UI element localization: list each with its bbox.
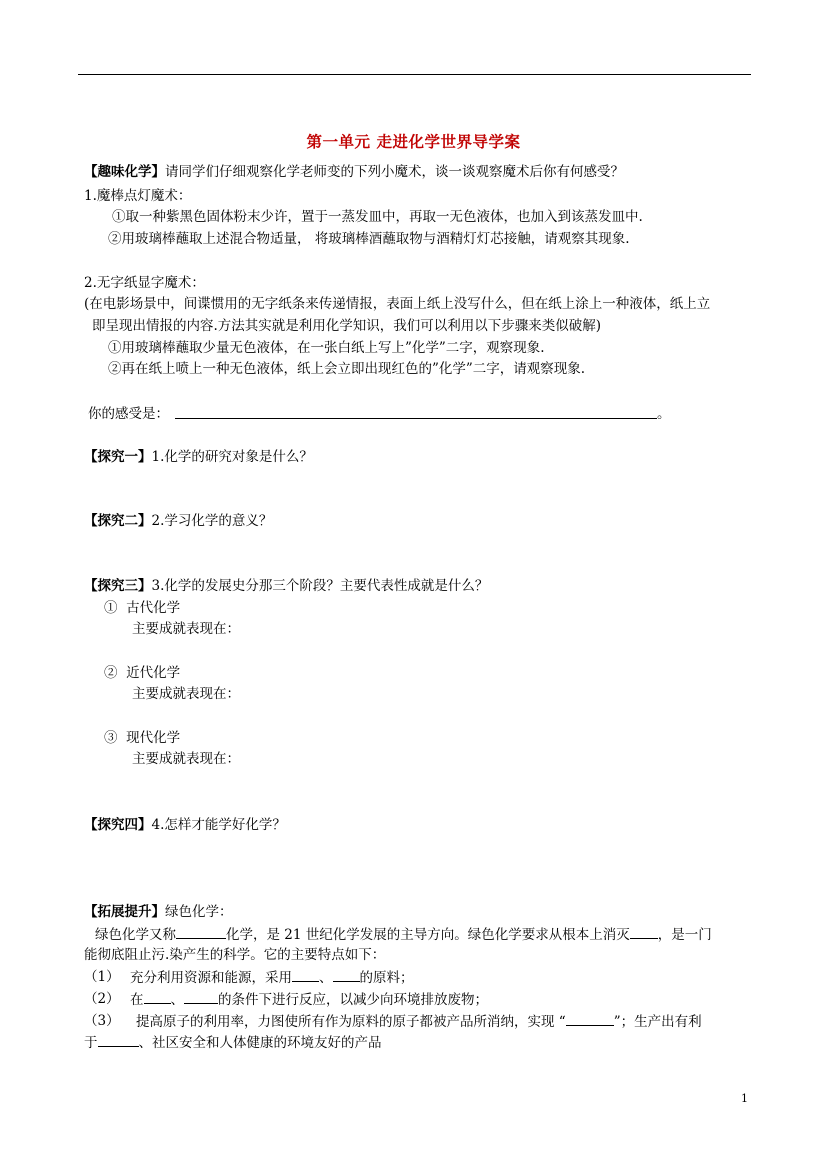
explore1-tag: 【探究一】	[84, 449, 152, 465]
feeling-end: 。	[657, 406, 671, 422]
stage-3-sub: 主要成就表现在：	[132, 751, 240, 767]
blank-raw-2[interactable]	[333, 968, 360, 982]
explore4-text: 4.怎样才能学好化学？	[151, 817, 286, 833]
magic1-step1: ①取一种紫黑色固体粉末少许，置于一蒸发皿中，再取一无色液体，也加入到该蒸发皿中.	[112, 209, 643, 225]
stage-2-mark: ②	[104, 665, 118, 681]
explore2-line	[84, 512, 272, 530]
magic2-desc1: (在电影场景中，间谍惯用的无字纸条来传递情报，表面上纸上没写什么，但在纸上涂上一种液体，纸上立	[84, 296, 711, 312]
magic2-step2: ②再在纸上喷上一种无色液体，纸上会立即出现红色的”化学”二字，请观察现象.	[108, 361, 586, 377]
item-1-b: 、	[319, 970, 333, 986]
magic2-step1: ①用玻璃棒蘸取少量无色液体，在一张白纸上写上”化学”二字，观察现象.	[108, 340, 545, 356]
stage-3-name: 现代化学	[126, 730, 181, 746]
feeling-answer-line[interactable]	[175, 418, 657, 419]
explore3-tag: 【探究三】	[84, 578, 152, 594]
item-2-a: 在	[130, 992, 144, 1008]
item-1	[130, 968, 414, 987]
stage-2-name: 近代化学	[126, 665, 181, 681]
item-3-cont	[84, 1033, 382, 1052]
blank-env-protection[interactable]	[98, 1033, 139, 1047]
explore2-tag: 【探究二】	[84, 513, 152, 529]
blank-raw-1[interactable]	[292, 968, 319, 982]
extend-p1	[95, 925, 712, 944]
extend-p1-c: ，是一门	[657, 927, 712, 943]
magic1-step2: ②用玻璃棒蘸取上述混合物适量， 将玻璃棒酒蘸取物与酒精灯灯芯接触，请观察其现象.	[108, 231, 630, 247]
blank-eliminate[interactable]	[630, 925, 658, 939]
explore4-tag: 【探究四】	[84, 817, 152, 833]
item-4-a: 于	[84, 1035, 98, 1051]
extend-line	[84, 903, 233, 921]
item-2	[130, 990, 488, 1009]
magic2-desc2: 即呈现出情报的内容.方法其实就是利用化学知识，我们可以利用以下步骤来类似破解)	[92, 318, 602, 334]
explore3-line	[84, 577, 488, 595]
explore1-text: 1.化学的研究对象是什么？	[151, 449, 313, 465]
item-4-b: 、社区安全和人体健康的环境友好的产品	[138, 1035, 382, 1051]
stage-1-name-line	[104, 599, 180, 617]
stage-1-sub: 主要成就表现在：	[132, 621, 240, 637]
blank-cond-1[interactable]	[144, 990, 171, 1004]
extend-tag: 【拓展提升】	[84, 904, 165, 920]
item-1-a: 充分利用资源和能源，采用	[130, 970, 292, 986]
stage-3-mark: ③	[104, 730, 118, 746]
feeling-label: 你的感受是：	[88, 406, 169, 422]
blank-green-name[interactable]	[176, 925, 226, 939]
item-3-num: （3）	[84, 1013, 120, 1029]
item-3-a: 提高原子的利用率，力图使所有作为原料的原子都被产品所消纳，实现 “	[136, 1014, 566, 1030]
explore1-line	[84, 448, 313, 466]
item-3	[136, 1012, 702, 1031]
explore2-text: 2.学习化学的意义？	[151, 513, 273, 529]
explore3-text: 3.化学的发展史分那三个阶段？主要代表性成就是什么？	[151, 578, 489, 594]
intro-text: 请同学们仔细观察化学老师变的下列小魔术，谈一谈观察魔术后你有何感受？	[165, 164, 624, 180]
magic2-heading: 2.无字纸显字魔术：	[84, 275, 205, 291]
item-1-num: （1）	[84, 969, 120, 985]
blank-cond-2[interactable]	[184, 990, 218, 1004]
blank-zero-emission[interactable]	[566, 1012, 614, 1026]
item-3-b: ”；生产出有利	[613, 1014, 702, 1030]
page-title: 第一单元 走进化学世界导学案	[306, 132, 521, 151]
stage-3-name-line	[104, 729, 180, 747]
item-2-num: （2）	[84, 991, 120, 1007]
header-rule	[78, 74, 751, 75]
item-2-b: 、	[170, 992, 184, 1008]
item-1-c: 的原料；	[359, 970, 414, 986]
extend-text: 绿色化学：	[165, 904, 233, 920]
extend-p1-b: 化学，是 21 世纪化学发展的主导方向。绿色化学要求从根本上消灭	[226, 927, 630, 943]
stage-2-sub: 主要成就表现在：	[132, 686, 240, 702]
intro-tag: 【趣味化学】	[84, 164, 165, 180]
stage-2-name-line	[104, 664, 180, 682]
extend-p2: 能彻底阻止污.染产生的科学。它的主要特点如下：	[84, 947, 386, 963]
magic1-heading: 1.魔棒点灯魔术：	[84, 188, 192, 204]
page-number: 1	[741, 1092, 748, 1105]
item-2-c: 的条件下进行反应，以减少向环境排放废物；	[218, 992, 488, 1008]
stage-1-name: 古代化学	[126, 600, 181, 616]
extend-p1-a: 绿色化学又称	[95, 927, 176, 943]
stage-1-mark: ①	[104, 600, 118, 616]
intro-line	[84, 163, 624, 181]
explore4-line	[84, 816, 286, 834]
